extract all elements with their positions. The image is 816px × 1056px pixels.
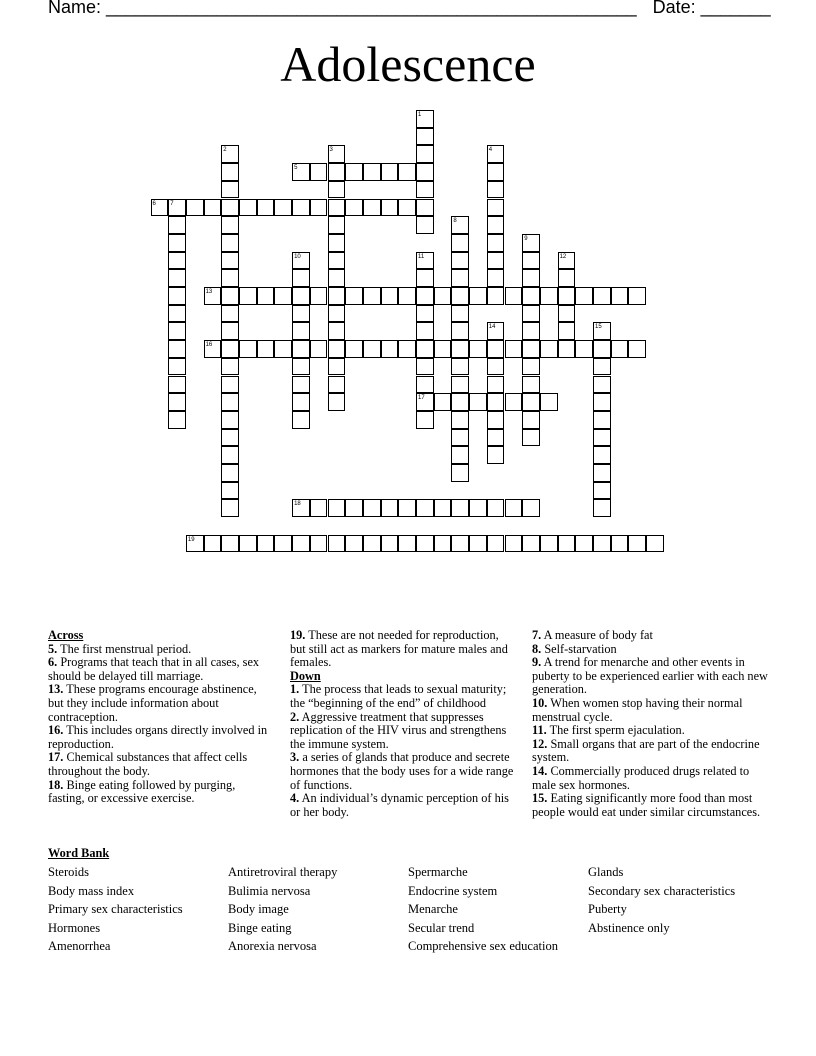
word-bank-item: Binge eating [228,920,292,935]
grid-cell[interactable] [416,499,434,517]
grid-cell[interactable] [487,535,505,553]
grid-cell[interactable] [451,499,469,517]
grid-cell[interactable] [505,535,523,553]
grid-cell[interactable] [168,358,186,376]
grid-cell[interactable] [221,482,239,500]
grid-cell[interactable] [398,535,416,553]
clue-number-label: 14 [488,324,496,331]
grid-cell[interactable] [328,199,346,217]
grid-cell[interactable] [487,234,505,252]
grid-cell[interactable] [363,199,381,217]
grid-cell[interactable] [451,376,469,394]
clue-number-label: 9 [524,235,528,242]
grid-cell[interactable] [168,287,186,305]
grid-cell[interactable] [328,287,346,305]
grid-cell[interactable] [292,340,310,358]
grid-cell[interactable] [345,340,363,358]
grid-cell[interactable] [451,358,469,376]
grid-cell[interactable] [204,535,222,553]
clue-number-label: 18 [294,501,301,508]
clue-number-label: 3 [329,147,333,154]
grid-cell[interactable] [292,269,310,287]
grid-cell[interactable] [310,287,328,305]
grid-cell[interactable] [221,446,239,464]
grid-cell[interactable] [398,287,416,305]
word-bank-column-3 [408,863,558,956]
grid-cell[interactable] [416,181,434,199]
grid-cell[interactable] [522,322,540,340]
grid-cell[interactable] [522,411,540,429]
clue-down-14: 14. Commercially produced drugs related to male sex hormones. [532,763,750,792]
grid-cell[interactable] [221,464,239,482]
grid-cell[interactable] [487,499,505,517]
grid-cell[interactable] [469,287,487,305]
word-bank-column-1 [48,863,183,956]
grid-cell[interactable] [381,199,399,217]
grid-cell[interactable] [487,163,505,181]
grid-cell[interactable] [451,269,469,287]
clue-across-16: 16. This includes organs directly involved in reproduction. [48,723,268,751]
grid-cell[interactable] [168,376,186,394]
word-bank-item: Anorexia nervosa [228,939,317,954]
grid-cell[interactable] [345,287,363,305]
grid-cell[interactable] [416,287,434,305]
grid-cell[interactable] [328,376,346,394]
grid-cell[interactable] [292,411,310,429]
grid-cell[interactable] [611,287,629,305]
grid-cell[interactable] [451,287,469,305]
clue-number-label: 7 [170,200,174,207]
grid-cell[interactable] [345,163,363,181]
grid-cell[interactable] [221,252,239,270]
clue-number-label: 5 [294,165,298,172]
down-heading: Down [290,668,321,683]
grid-cell[interactable] [328,163,346,181]
grid-cell[interactable] [381,340,399,358]
grid-cell[interactable] [487,252,505,270]
grid-cell[interactable] [328,535,346,553]
grid-cell[interactable] [593,411,611,429]
grid-cell[interactable] [328,269,346,287]
clues-column-3 [532,629,768,819]
grid-cell[interactable] [328,340,346,358]
grid-cell[interactable] [292,358,310,376]
grid-cell[interactable] [310,499,328,517]
grid-cell[interactable] [292,376,310,394]
grid-cell[interactable] [221,499,239,517]
grid-cell[interactable] [593,499,611,517]
grid-cell[interactable] [575,535,593,553]
word-bank-item: Endocrine system [408,883,498,898]
grid-cell[interactable] [416,128,434,146]
grid-cell[interactable] [505,499,523,517]
grid-cell[interactable] [451,429,469,447]
grid-cell[interactable] [558,535,576,553]
grid-cell[interactable] [292,322,310,340]
grid-cell[interactable] [398,199,416,217]
grid-cell[interactable] [558,305,576,323]
grid-cell[interactable] [328,358,346,376]
clue-across-6: 6. Programs that teach that in all cases, sex should be delayed till marriage. [48,655,260,683]
grid-cell[interactable] [487,199,505,217]
grid-cell[interactable] [487,216,505,234]
word-bank-column-4 [588,863,735,937]
grid-cell[interactable] [292,199,310,217]
grid-cell[interactable] [168,322,186,340]
word-bank-heading: Word Bank [48,846,110,860]
grid-cell[interactable] [434,340,452,358]
word-bank-item: Comprehensive sex education [408,939,558,954]
grid-cell[interactable] [381,499,399,517]
grid-cell[interactable] [628,340,646,358]
grid-cell[interactable] [221,376,239,394]
grid-cell[interactable] [328,216,346,234]
grid-cell[interactable] [434,535,452,553]
clue-number-label: 17 [418,395,425,402]
clue-number-label: 19 [187,536,195,543]
grid-cell[interactable] [593,535,611,553]
grid-cell[interactable] [381,163,399,181]
grid-cell[interactable] [398,163,416,181]
grid-cell[interactable] [204,199,222,217]
grid-cell[interactable] [416,358,434,376]
clue-number-label: 2 [223,147,227,154]
grid-cell[interactable] [310,163,328,181]
grid-cell[interactable] [416,322,434,340]
grid-cell[interactable] [381,535,399,553]
grid-cell[interactable] [522,358,540,376]
grid-cell[interactable] [257,287,275,305]
grid-cell[interactable] [416,340,434,358]
grid-cell[interactable] [257,535,275,553]
word-bank-item: Glands [588,865,624,879]
grid-cell[interactable] [221,181,239,199]
grid-cell[interactable] [558,269,576,287]
grid-cell[interactable] [168,340,186,358]
clue-down-9: 9. A trend for menarche and other events in puberty to be experienced earlier with each new generation. [532,655,768,697]
clue-down-8: 8. Self-starvation [532,641,617,656]
grid-cell[interactable] [274,287,292,305]
grid-cell[interactable] [434,499,452,517]
clue-across-18: 18. Binge eating followed by purging, fasting, or excessive exercise. [48,777,236,806]
grid-cell[interactable] [168,234,186,252]
clue-down-2: 2. Aggressive treatment that suppresses replication of the HIV virus and strengthens the immune system. [290,709,507,751]
clue-number-label: 12 [559,253,567,260]
grid-cell[interactable] [345,535,363,553]
grid-cell[interactable] [487,429,505,447]
word-bank-item: Spermarche [408,865,468,879]
word-bank-item: Secondary sex characteristics [588,883,736,898]
clue-down-15: 15. Eating significantly more food than most people would eat under similar circumstances. [532,791,761,819]
word-bank-item: Body image [228,902,289,917]
grid-cell[interactable] [487,269,505,287]
word-bank-item: Abstinence only [588,920,670,935]
grid-cell[interactable] [522,305,540,323]
grid-cell[interactable] [221,358,239,376]
grid-cell[interactable] [221,340,239,358]
grid-cell[interactable] [292,393,310,411]
grid-cell[interactable] [611,535,629,553]
clue-number-label: 4 [488,147,493,154]
word-bank-item: Puberty [588,902,627,917]
grid-cell[interactable] [487,181,505,199]
grid-cell[interactable] [416,535,434,553]
grid-cell[interactable] [310,535,328,553]
grid-cell[interactable] [487,446,505,464]
grid-cell[interactable] [416,199,434,217]
grid-cell[interactable] [292,305,310,323]
grid-cell[interactable] [398,340,416,358]
grid-cell[interactable] [593,429,611,447]
clues-column-1 [48,629,270,806]
grid-cell[interactable] [487,287,505,305]
grid-cell[interactable] [292,287,310,305]
date-field-label: Date: _______ [652,0,771,17]
grid-cell[interactable] [221,411,239,429]
clue-down-3: 3. a series of glands that produce and secrete hormones that the body uses for a wide range of functions. [290,750,514,792]
grid-cell[interactable] [593,358,611,376]
grid-cell[interactable] [416,145,434,163]
grid-cell[interactable] [168,411,186,429]
word-bank-item: Hormones [48,920,101,935]
grid-cell[interactable] [328,393,346,411]
grid-cell[interactable] [239,287,257,305]
grid-cell[interactable] [487,376,505,394]
grid-cell[interactable] [274,340,292,358]
clue-across-13: 13. These programs encourage abstinence, but they include information about contraception. [48,682,257,724]
grid-cell[interactable] [221,269,239,287]
grid-cell[interactable] [257,340,275,358]
clue-down-7: 7. A measure of body fat [532,628,653,642]
grid-cell[interactable] [168,269,186,287]
grid-cell[interactable] [522,499,540,517]
grid-cell[interactable] [487,358,505,376]
clue-down-11: 11. The first sperm ejaculation. [532,723,685,738]
grid-cell[interactable] [469,535,487,553]
grid-cell[interactable] [558,322,576,340]
grid-cell[interactable] [522,393,540,411]
grid-cell[interactable] [522,269,540,287]
grid-cell[interactable] [363,499,381,517]
clue-across-19: 19. These are not needed for reproduction, but still act as markers for mature males and females. [290,628,508,670]
grid-cell[interactable] [451,322,469,340]
grid-cell[interactable] [416,376,434,394]
grid-cell[interactable] [522,287,540,305]
grid-cell[interactable] [487,340,505,358]
word-bank-item: Primary sex characteristics [48,902,183,917]
grid-cell[interactable] [168,252,186,270]
grid-cell[interactable] [522,429,540,447]
grid-cell[interactable] [221,234,239,252]
word-bank-item: Amenorrhea [48,939,111,954]
grid-cell[interactable] [540,340,558,358]
grid-cell[interactable] [469,499,487,517]
grid-cell[interactable] [593,376,611,394]
grid-cell[interactable] [469,340,487,358]
name-field-label: Name: _____________________________________________________ [48,0,637,17]
grid-cell[interactable] [451,234,469,252]
grid-cell[interactable] [540,393,558,411]
clue-number-label: 8 [453,218,457,225]
grid-cell[interactable] [540,287,558,305]
clue-number-label: 13 [205,289,213,295]
grid-cell[interactable] [239,199,257,217]
grid-cell[interactable] [558,340,576,358]
grid-cell[interactable] [363,535,381,553]
grid-cell[interactable] [221,216,239,234]
grid-cell[interactable] [540,535,558,553]
page-title: Adolescence [280,36,536,92]
grid-cell[interactable] [505,393,523,411]
grid-cell[interactable] [646,535,664,553]
grid-cell[interactable] [274,535,292,553]
grid-cell[interactable] [575,340,593,358]
clue-down-4: 4. An individual’s dynamic perception of his or her body. [290,791,509,819]
grid-cell[interactable] [593,482,611,500]
grid-cell[interactable] [345,199,363,217]
grid-cell[interactable] [505,340,523,358]
grid-cell[interactable] [292,535,310,553]
grid-cell[interactable] [221,429,239,447]
grid-cell[interactable] [168,393,186,411]
word-bank-column-2 [228,863,337,956]
grid-cell[interactable] [416,411,434,429]
grid-cell[interactable] [416,163,434,181]
grid-cell[interactable] [593,464,611,482]
grid-cell[interactable] [221,199,239,217]
grid-cell[interactable] [451,305,469,323]
grid-cell[interactable] [451,411,469,429]
clue-down-1: 1. The process that leads to sexual maturity; the “beginning of the end” of childhood [290,682,507,710]
grid-cell[interactable] [611,340,629,358]
word-bank-item: Body mass index [48,883,135,898]
grid-cell[interactable] [328,181,346,199]
grid-cell[interactable] [221,322,239,340]
grid-cell[interactable] [522,252,540,270]
word-bank-item: Bulimia nervosa [228,883,311,898]
grid-cell[interactable] [221,287,239,305]
grid-cell[interactable] [522,376,540,394]
clue-number-label: 15 [595,324,602,331]
grid-cell[interactable] [416,269,434,287]
grid-cell[interactable] [186,199,204,217]
grid-cell[interactable] [257,199,275,217]
grid-cell[interactable] [221,305,239,323]
grid-cell[interactable] [451,340,469,358]
clue-number-label: 1 [418,112,422,118]
grid-cell[interactable] [381,287,399,305]
grid-cell[interactable] [522,535,540,553]
grid-cell[interactable] [451,252,469,270]
grid-cell[interactable] [168,305,186,323]
grid-cell[interactable] [575,287,593,305]
grid-cell[interactable] [328,499,346,517]
clue-number-label: 16 [205,342,213,349]
grid-cell[interactable] [221,393,239,411]
grid-cell[interactable] [363,287,381,305]
clue-across-17: 17. Chemical substances that affect cells throughout the body. [48,750,248,778]
clue-number-label: 11 [418,253,425,260]
grid-cell[interactable] [628,287,646,305]
grid-cell[interactable] [310,199,328,217]
grid-cell[interactable] [522,340,540,358]
grid-cell[interactable] [593,393,611,411]
grid-cell[interactable] [434,393,452,411]
word-bank-item: Menarche [408,902,458,917]
grid-cell[interactable] [416,305,434,323]
word-bank-item: Steroids [48,865,89,879]
grid-cell[interactable] [628,535,646,553]
grid-cell[interactable] [221,535,239,553]
clue-number-label: 10 [294,253,301,260]
grid-cell[interactable] [328,305,346,323]
clue-across-5: 5. The first menstrual period. [48,641,192,656]
grid-cell[interactable] [274,199,292,217]
grid-cell[interactable] [593,287,611,305]
grid-cell[interactable] [221,163,239,181]
grid-cell[interactable] [469,393,487,411]
grid-cell[interactable] [451,446,469,464]
grid-cell[interactable] [363,163,381,181]
grid-cell[interactable] [451,535,469,553]
grid-cell[interactable] [416,216,434,234]
grid-cell[interactable] [487,411,505,429]
grid-cell[interactable] [434,287,452,305]
clue-down-12: 12. Small organs that are part of the endocrine system. [532,736,760,765]
grid-cell[interactable] [558,287,576,305]
clue-down-10: 10. When women stop having their normal menstrual cycle. [532,695,743,724]
grid-cell[interactable] [310,340,328,358]
clues-column-2 [290,629,514,819]
grid-cell[interactable] [328,252,346,270]
grid-cell[interactable] [239,340,257,358]
grid-cell[interactable] [363,340,381,358]
clue-number-label: 6 [152,200,156,207]
grid-cell[interactable] [239,535,257,553]
word-bank-item: Antiretroviral therapy [228,865,338,879]
grid-cell[interactable] [345,499,363,517]
grid-cell[interactable] [505,287,523,305]
grid-cell[interactable] [593,340,611,358]
across-heading: Across [48,628,84,642]
grid-cell[interactable] [328,322,346,340]
word-bank-item: Secular trend [408,920,475,935]
grid-cell[interactable] [398,499,416,517]
grid-cell[interactable] [593,446,611,464]
grid-cell[interactable] [328,234,346,252]
grid-cell[interactable] [487,393,505,411]
grid-cell[interactable] [451,393,469,411]
grid-cell[interactable] [168,216,186,234]
grid-cell[interactable] [451,464,469,482]
